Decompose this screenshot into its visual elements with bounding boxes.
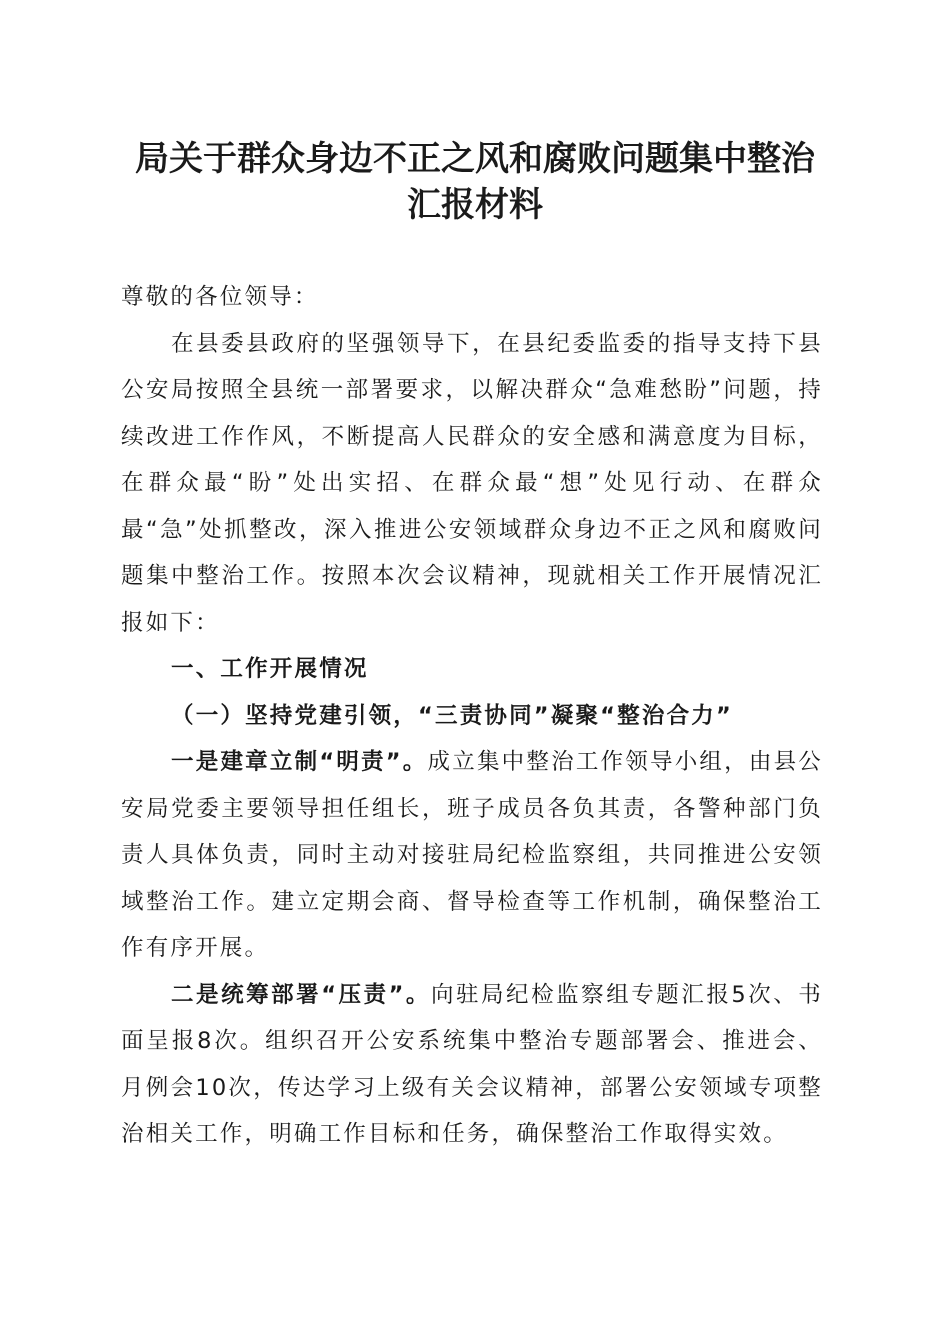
item2-text: 向驻局纪检监察组专题汇报5次、书面呈报8次。组织召开公安系统集中整治专题部署会、推进会、月例会10次，传达学习上级有关会议精神，部署公安领域专项整治相关工作，明确工作目标和任务，确保整治工作取得实效。 — [121, 981, 823, 1147]
document-body — [121, 274, 823, 1158]
item1-paragraph — [121, 739, 823, 972]
salutation: 尊敬的各位领导： — [121, 284, 319, 310]
intro-paragraph: 在县委县政府的坚强领导下，在县纪委监委的指导支持下县公安局按照全县统一部署要求，以解决群众“急难愁盼”问题，持续改进工作作风，不断提高人民群众的安全感和满意度为目标，在群众最“盼”处出实招、在群众最“想”处见行动、在群众最“急”处抓整改，深入推进公安领域群众身边不正之风和腐败问题集中整治工作。按照本次会议精神，现就相关工作开展情况汇报如下： — [121, 330, 823, 636]
item2-paragraph — [121, 972, 823, 1158]
item1-lead: 一是建章立制“明责”。 — [171, 749, 428, 775]
document-title-line2: 汇报材料 — [407, 185, 543, 225]
section1-heading: 一、工作开展情况 — [171, 656, 369, 682]
item1-text: 成立集中整治工作领导小组，由县公安局党委主要领导担任组长，班子成员各负其责，各警种部门负责人具体负责，同时主动对接驻局纪检监察组，共同推进公安领域整治工作。建立定期会商、督导检查等工作机制，确保整治工作有序开展。 — [121, 749, 823, 961]
subsection1-heading: （一）坚持党建引领，“三责协同”凝聚“整治合力” — [171, 702, 733, 729]
document-title-line1: 局关于群众身边不正之风和腐败问题集中整治 — [135, 139, 815, 179]
item2-lead: 二是统筹部署“压责”。 — [171, 981, 431, 1008]
